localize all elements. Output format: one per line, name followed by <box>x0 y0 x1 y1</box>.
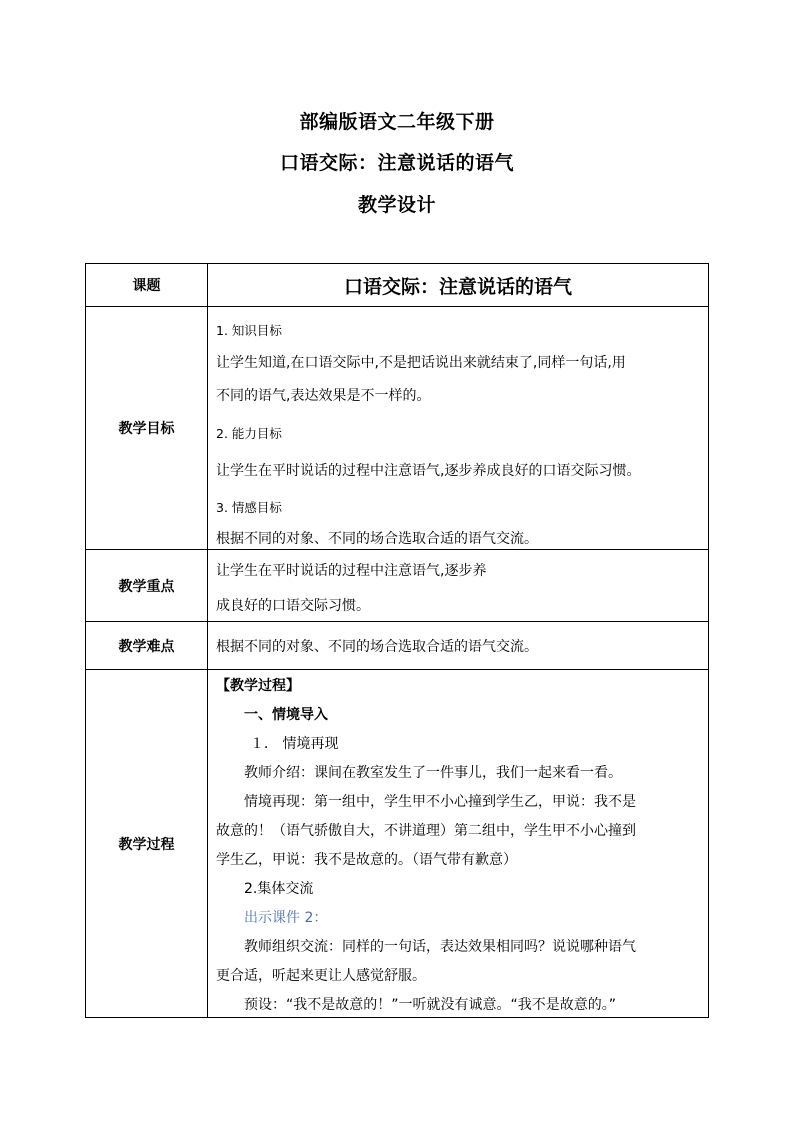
goals-label: 教学目标 <box>86 307 208 550</box>
difficulty-text: 根据不同的对象、不同的场合选取合适的语气交流。 <box>216 639 538 655</box>
goal-heading-emotion: 3. 情感目标 <box>216 500 282 515</box>
lesson-plan-table <box>85 263 709 1018</box>
topic-value: 口语交际：注意说话的语气 <box>208 264 709 307</box>
process-courseware-link: 出示课件 2： <box>244 910 328 926</box>
table-row-goals <box>86 307 709 550</box>
process-text-line: 教师介绍：课间在教室发生了一件事儿，我们一起来看一看。 <box>244 765 622 781</box>
process-step-discussion: 2.集体交流 <box>244 881 314 897</box>
key-points-text-2: 成良好的口语交际习惯。 <box>216 598 370 614</box>
key-points-label: 教学重点 <box>86 550 208 622</box>
process-text-line: 更合适，听起来更让人感觉舒服。 <box>216 968 426 984</box>
goal-text-knowledge-2: 不同的语气,表达效果是不一样的。 <box>216 388 431 404</box>
table-row-difficulty <box>86 622 709 670</box>
process-step-scene: １． 情境再现 <box>250 736 339 752</box>
difficulty-label: 教学难点 <box>86 622 208 670</box>
process-section-intro: 一、情境导入 <box>244 707 328 723</box>
goal-heading-ability: 2. 能力目标 <box>216 426 282 441</box>
process-text-line: 教师组织交流：同样的一句话，表达效果相同吗？说说哪种语气 <box>244 939 636 955</box>
process-content <box>208 670 709 1018</box>
process-text-line: 预设：“我不是故意的！”一听就没有诚意。“我不是故意的。” <box>244 997 617 1013</box>
goal-text-emotion: 根据不同的对象、不同的场合选取合适的语气交流。 <box>216 531 538 547</box>
process-text-line: 学生乙，甲说：我不是故意的。（语气带有歉意） <box>216 852 517 868</box>
goal-text-ability: 让学生在平时说话的过程中注意语气,逐步养成良好的口语交际习惯。 <box>216 463 641 479</box>
doc-title-design: 教学设计 <box>357 194 436 216</box>
table-row-key-points <box>86 550 709 622</box>
difficulty-content <box>208 622 709 670</box>
table-row-topic <box>86 264 709 307</box>
doc-title-lesson: 口语交际：注意说话的语气 <box>279 152 514 174</box>
topic-label: 课题 <box>86 264 208 307</box>
process-label: 教学过程 <box>86 670 208 1018</box>
process-heading: 【教学过程】 <box>216 678 300 694</box>
table-row-process <box>86 670 709 1018</box>
process-text-line: 故意的！（语气骄傲自大，不讲道理）第二组中，学生甲不小心撞到 <box>216 823 636 839</box>
doc-title-textbook: 部编版语文二年级下册 <box>299 111 495 133</box>
goals-content <box>208 307 709 550</box>
process-text-line: 情境再现：第一组中，学生甲不小心撞到学生乙，甲说：我不是 <box>244 794 636 810</box>
goal-heading-knowledge: 1. 知识目标 <box>216 323 282 338</box>
goal-text-knowledge-1: 让学生知道,在口语交际中,不是把话说出来就结束了,同样一句话,用 <box>216 355 626 371</box>
key-points-text-1: 让学生在平时说话的过程中注意语气,逐步养 <box>216 563 487 579</box>
key-points-content <box>208 550 709 622</box>
